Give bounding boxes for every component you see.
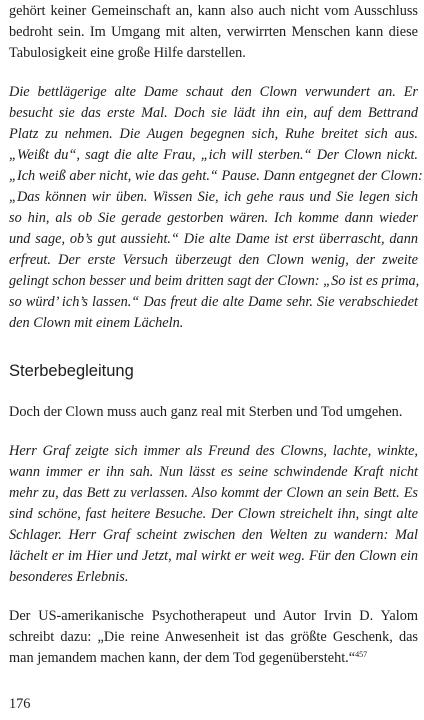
story-line: Die bettlägerige alte Dame schaut den Clown verwundert an. Er (9, 84, 418, 100)
body-line: schreibt dazu: „Die reine Anwesenheit ist das größte Geschenk, das (9, 629, 418, 645)
story-line: so hin, als ob Sie gerade gestorben wären. Ich komme dann wieder (9, 210, 418, 226)
story-line: erfreut. Der erste Versuch überzeugt den Clown wenig, der zweite (9, 252, 418, 268)
story-line: den Clown mit einem Lächeln. (9, 315, 184, 331)
story-line: mehr zu, das Bett zu verlassen. Also kommt der Clown an sein Bett. Es (9, 485, 418, 501)
story-line: gelingt schon besser und beim dritten sagt der Clown: „So ist es prima, (9, 273, 420, 289)
story-line: sind schöne, fast heitere Besuche. Der Clown streichelt ihn, singt alte (9, 506, 418, 522)
story-line: und sage, ob’s gut aussieht.“ Die alte Dame ist erst überrascht, dann (9, 231, 418, 247)
body-line (9, 648, 418, 668)
quote-text: man jemandem machen kann, der dem Tod gegenübersteht.“ (9, 650, 356, 666)
story-line: lächelt er im Hier und Jetzt, mal wirkt er weit weg. Für den Clown ein (9, 548, 418, 564)
story-line: „Das können wir üben. Wissen Sie, ich gehe raus und Sie legen sich (9, 189, 418, 205)
story-line: Schlager. Herr Graf scheint zwischen den Welten zu wandern: Mal (9, 527, 418, 543)
story-line: so würd’ ich’s lassen.“ Das freut die alte Dame sehr. Sie verabschiedet (9, 294, 418, 310)
section-heading: Sterbebegleitung (9, 362, 134, 380)
story-line: Platz zu nehmen. Die Augen begegnen sich, Ruhe breitet sich aus. (9, 126, 418, 142)
body-line: Tabulosigkeit eine große Hilfe darstellen. (9, 45, 246, 61)
body-line: Doch der Clown muss auch ganz real mit Sterben und Tod umgehen. (9, 404, 403, 420)
story-line: besonderes Erlebnis. (9, 569, 129, 585)
page-number: 176 (9, 696, 31, 712)
body-line: bedroht sein. Im Umgang mit alten, verwirrten Menschen kann diese (9, 24, 418, 40)
story-line: besucht sie das erste Mal. Doch sie lädt ihn ein, auf dem Bettrand (9, 105, 418, 121)
story-line: wann immer er ihn sah. Nun lässt es seine schwindende Kraft nicht (9, 464, 418, 480)
body-line: gehört keiner Gemeinschaft an, kann also auch nicht vom Ausschluss (9, 3, 418, 19)
body-line: Der US-amerikanische Psychotherapeut und Autor Irvin D. Yalom (9, 608, 418, 624)
story-line: Herr Graf zeigte sich immer als Freund des Clowns, lachte, winkte, (9, 443, 418, 459)
story-line: „Ich weiß aber nicht, wie das geht.“ Pause. Dann entgegnet der Clown: (9, 168, 423, 184)
footnote-ref[interactable]: 457 (355, 650, 368, 659)
story-line: „Weißt du“, sagt die alte Frau, „ich will sterben.“ Der Clown nickt. (9, 147, 418, 163)
